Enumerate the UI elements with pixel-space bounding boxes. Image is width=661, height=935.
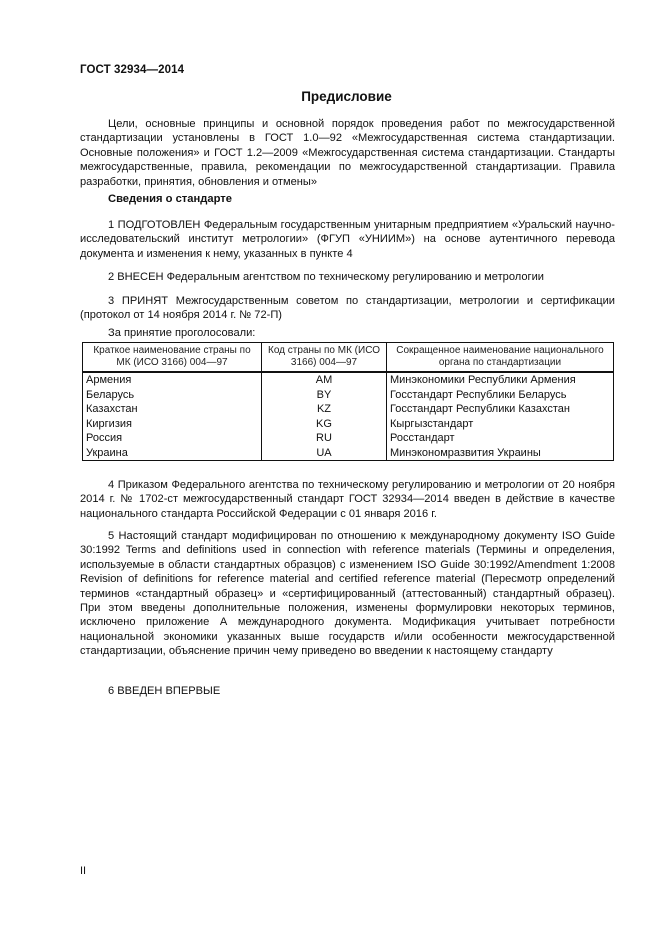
vote-label: За принятие проголосовали: bbox=[108, 327, 256, 339]
country-cell: Украина bbox=[83, 446, 262, 461]
table-row bbox=[83, 431, 614, 446]
country-cell: Россия bbox=[83, 431, 262, 446]
table-row bbox=[83, 372, 614, 388]
table-row bbox=[83, 402, 614, 417]
country-cell: Беларусь bbox=[83, 388, 262, 403]
body-cell: Кыргызстандарт bbox=[387, 417, 614, 432]
code-cell: RU bbox=[262, 431, 387, 446]
code-cell: BY bbox=[262, 388, 387, 403]
country-cell: Армения bbox=[83, 372, 262, 388]
intro-paragraph: Цели, основные принципы и основной порядок проведения работ по межгосударственной стандартизации установлены в ГОСТ 1.0—92 «Межгосударственная система стандартизации. Основные положения» и ГОСТ 1.2—2009 «Межгосударственная система стандартизации. Стандарты межгосударственные, правила, рекомендации по межгосударственной стандартизации. Правила разработки, принятия, обновления и отмены» bbox=[80, 118, 615, 188]
column-header-country: Краткое наименование страны по МК (ИСО 3166) 004—97 bbox=[83, 343, 262, 373]
item-3-adopted: 3 ПРИНЯТ Межгосударственным советом по стандартизации, метрологии и сертификации (протокол от 14 ноября 2014 г. № 72-П) bbox=[80, 295, 615, 322]
item-5-modification: 5 Настоящий стандарт модифицирован по отношению к международному документу ISO Guide 30:1992 Terms and definitions used in connection with reference materials (Термины и определения, используемые в области стандартных образцов) с изменением ISO Guide 30:1992/Amendment 1:2008 Revision of definitions for reference material and certified reference material (Пересмотр определений терминов «стандартный образец» и «сертифицированный (аттестованный) стандартный образец). При этом введены дополнительные положения, изменены формулировки некоторых терминов, исключено приложение А международного документа. Модификация учитывает потребности национальной экономики указанных выше государств и/или особенности межгосударственной стандартизации, объяснение причин чему приведено во введении к настоящему стандарту bbox=[80, 530, 615, 658]
code-cell: KZ bbox=[262, 402, 387, 417]
country-cell: Казахстан bbox=[83, 402, 262, 417]
body-cell: Госстандарт Республики Казахстан bbox=[387, 402, 614, 417]
column-header-body: Сокращенное наименование национального органа по стандартизации bbox=[387, 343, 614, 373]
item-6-introduced: 6 ВВЕДЕН ВПЕРВЫЕ bbox=[108, 685, 221, 697]
body-cell: Госстандарт Республики Беларусь bbox=[387, 388, 614, 403]
body-cell: Минэкономразвития Украины bbox=[387, 446, 614, 461]
table-header-row bbox=[83, 343, 614, 373]
item-1-prepared: 1 ПОДГОТОВЛЕН Федеральным государственным унитарным предприятием «Уральский научно-исследовательский институт метрологии» (ФГУП «УНИИМ») на основе аутентичного перевода документа и изменения к нему, указанных в пункте 4 bbox=[80, 219, 615, 260]
code-cell: AM bbox=[262, 372, 387, 388]
item-4-order: 4 Приказом Федерального агентства по техническому регулированию и метрологии от 20 ноября 2014 г. № 1702-ст межгосударственный стандарт ГОСТ 32934—2014 введен в действие в качестве национального стандарта Российской Федерации с 01 января 2016 г. bbox=[80, 479, 615, 520]
document-id-header: ГОСТ 32934—2014 bbox=[80, 64, 185, 76]
column-header-code: Код страны по МК (ИСО 3166) 004—97 bbox=[262, 343, 387, 373]
body-cell: Росстандарт bbox=[387, 431, 614, 446]
code-cell: UA bbox=[262, 446, 387, 461]
country-cell: Киргизия bbox=[83, 417, 262, 432]
table-row bbox=[83, 446, 614, 461]
page-number: II bbox=[80, 865, 87, 877]
table-row bbox=[83, 388, 614, 403]
table-row bbox=[83, 417, 614, 432]
section-heading: Сведения о стандарте bbox=[108, 193, 232, 205]
code-cell: KG bbox=[262, 417, 387, 432]
voting-countries-table bbox=[82, 342, 614, 461]
body-cell: Минэкономики Республики Армения bbox=[387, 372, 614, 388]
item-2-submitted: 2 ВНЕСЕН Федеральным агентством по техническому регулированию и метрологии bbox=[108, 271, 544, 283]
page-title: Предисловие bbox=[301, 89, 392, 104]
